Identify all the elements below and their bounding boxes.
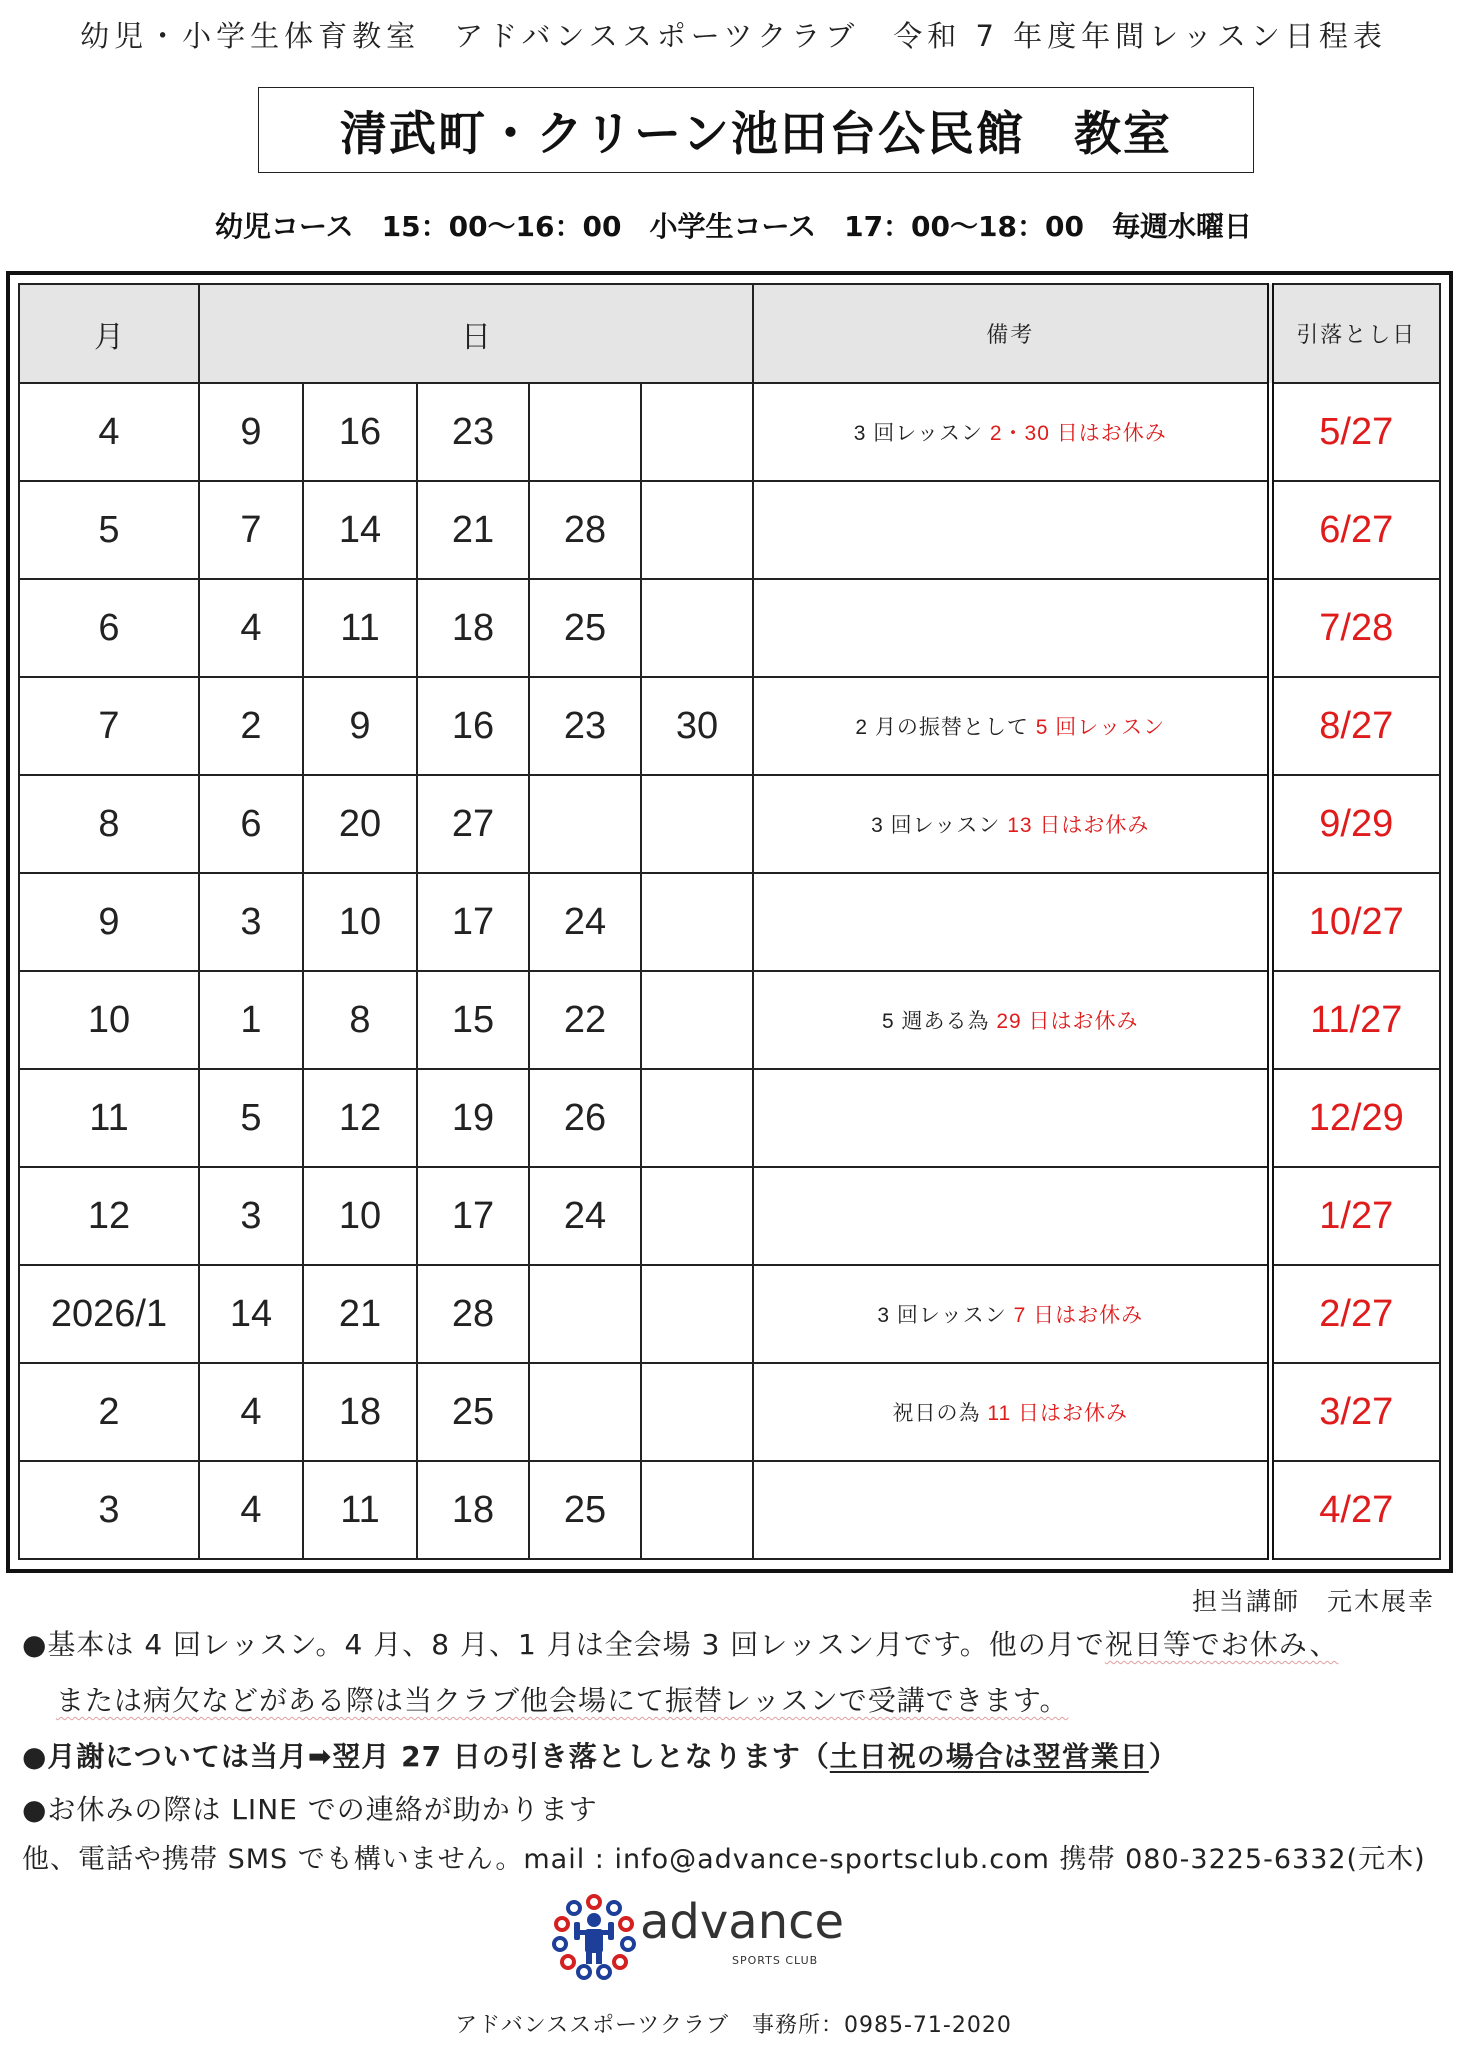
day-cell-2: 11 <box>303 1461 417 1559</box>
day-cell-4 <box>529 383 641 481</box>
month-cell: 10 <box>19 971 199 1069</box>
header-payment-date: 引落とし日 <box>1270 284 1440 383</box>
table-row <box>19 971 1440 1069</box>
day-cell-3: 18 <box>417 1461 529 1559</box>
table-row <box>19 873 1440 971</box>
note-fees-holiday: 土日祝の場合は翌営業日 <box>829 1740 1149 1773</box>
schedule-table-frame <box>6 271 1453 1573</box>
note-fees-close: ） <box>1148 1740 1178 1773</box>
note-text: 3 回レッスン <box>871 814 1008 837</box>
note-basic-lessons <box>22 1621 1338 1669</box>
day-cell-3: 28 <box>417 1265 529 1363</box>
day-cell-2: 20 <box>303 775 417 873</box>
table-row <box>19 1461 1440 1559</box>
day-cell-1: 1 <box>199 971 303 1069</box>
note-highlight: 2・30 日はお休み <box>989 422 1167 445</box>
notes-cell <box>753 677 1270 775</box>
payment-date-cell: 5/27 <box>1270 383 1440 481</box>
day-cell-2: 18 <box>303 1363 417 1461</box>
day-cell-3: 23 <box>417 383 529 481</box>
note-makeup <box>56 1677 1068 1725</box>
month-cell: 12 <box>19 1167 199 1265</box>
day-cell-3: 17 <box>417 873 529 971</box>
day-cell-5 <box>641 775 753 873</box>
day-cell-3: 18 <box>417 579 529 677</box>
table-row <box>19 1167 1440 1265</box>
day-cell-2: 16 <box>303 383 417 481</box>
payment-date-cell: 3/27 <box>1270 1363 1440 1461</box>
month-cell: 4 <box>19 383 199 481</box>
notes-cell <box>753 1265 1270 1363</box>
notes-cell <box>753 383 1270 481</box>
day-cell-5 <box>641 1265 753 1363</box>
header-notes: 備考 <box>753 284 1270 383</box>
payment-date-cell: 9/29 <box>1270 775 1440 873</box>
day-cell-5 <box>641 873 753 971</box>
instructor-name: 担当講師 元木展幸 <box>1191 1587 1435 1616</box>
day-cell-1: 4 <box>199 579 303 677</box>
table-row <box>19 1265 1440 1363</box>
payment-date-cell: 1/27 <box>1270 1167 1440 1265</box>
day-cell-4 <box>529 775 641 873</box>
day-cell-5 <box>641 383 753 481</box>
note-text: 2 月の振替として <box>855 716 1036 739</box>
day-cell-1: 4 <box>199 1461 303 1559</box>
note-text: 3 回レッスン <box>877 1304 1014 1327</box>
table-header-row <box>19 284 1440 383</box>
day-cell-5 <box>641 1363 753 1461</box>
document-header: 幼児・小学生体育教室 アドバンススポーツクラブ 令和 7 年度年間レッスン日程表 <box>80 19 1387 53</box>
day-cell-5 <box>641 481 753 579</box>
schedule-table <box>18 283 1441 1560</box>
notes-cell <box>753 579 1270 677</box>
day-cell-2: 14 <box>303 481 417 579</box>
note-holiday-text: 祝日等でお休み、 <box>1104 1628 1339 1661</box>
day-cell-1: 3 <box>199 1167 303 1265</box>
notes-cell <box>753 1069 1270 1167</box>
month-cell: 11 <box>19 1069 199 1167</box>
header-month: 月 <box>19 284 199 383</box>
day-cell-3: 27 <box>417 775 529 873</box>
header-day: 日 <box>199 284 753 383</box>
note-text: 祝日の為 <box>892 1402 988 1425</box>
day-cell-4: 24 <box>529 873 641 971</box>
day-cell-2: 12 <box>303 1069 417 1167</box>
notes-cell <box>753 1363 1270 1461</box>
month-cell: 6 <box>19 579 199 677</box>
day-cell-1: 5 <box>199 1069 303 1167</box>
note-makeup-text: または病欠などがある際は当クラブ他会場にて振替レッスンで受講できます。 <box>56 1684 1069 1717</box>
note-fees <box>22 1733 1178 1781</box>
note-basic-lessons-text: ●基本は 4 回レッスン。4 月、8 月、1 月は全会場 3 回レッスン月です。他の月で <box>22 1628 1105 1661</box>
table-row <box>19 1363 1440 1461</box>
payment-date-cell: 10/27 <box>1270 873 1440 971</box>
payment-date-cell: 11/27 <box>1270 971 1440 1069</box>
notes-cell <box>753 775 1270 873</box>
note-highlight: 13 日はお休み <box>1007 814 1150 837</box>
advance-logo <box>552 1892 882 1982</box>
day-cell-2: 9 <box>303 677 417 775</box>
note-text: 3 回レッスン <box>853 422 990 445</box>
day-cell-4 <box>529 1363 641 1461</box>
month-cell: 3 <box>19 1461 199 1559</box>
day-cell-4: 28 <box>529 481 641 579</box>
note-line-contact: ●お休みの際は LINE での連絡が助かります <box>22 1793 598 1826</box>
note-text: 5 週ある為 <box>881 1010 997 1033</box>
table-row <box>19 579 1440 677</box>
day-cell-1: 6 <box>199 775 303 873</box>
day-cell-3: 21 <box>417 481 529 579</box>
logo-wordmark: advance <box>640 1894 845 1950</box>
day-cell-1: 9 <box>199 383 303 481</box>
day-cell-3: 19 <box>417 1069 529 1167</box>
logo-subtitle: SPORTS CLUB <box>732 1954 819 1967</box>
day-cell-1: 4 <box>199 1363 303 1461</box>
day-cell-1: 2 <box>199 677 303 775</box>
day-cell-1: 14 <box>199 1265 303 1363</box>
notes-cell <box>753 1461 1270 1559</box>
day-cell-4: 25 <box>529 579 641 677</box>
day-cell-4: 23 <box>529 677 641 775</box>
day-cell-5 <box>641 1167 753 1265</box>
note-highlight: 7 日はお休み <box>1013 1304 1144 1327</box>
month-cell: 9 <box>19 873 199 971</box>
day-cell-5 <box>641 1069 753 1167</box>
payment-date-cell: 4/27 <box>1270 1461 1440 1559</box>
notes-cell <box>753 1167 1270 1265</box>
day-cell-2: 11 <box>303 579 417 677</box>
office-footer: アドバンススポーツクラブ 事務所：0985-71-2020 <box>455 2013 1012 2038</box>
payment-date-cell: 6/27 <box>1270 481 1440 579</box>
day-cell-4: 22 <box>529 971 641 1069</box>
day-cell-3: 15 <box>417 971 529 1069</box>
day-cell-5 <box>641 579 753 677</box>
day-cell-5 <box>641 971 753 1069</box>
payment-date-cell: 7/28 <box>1270 579 1440 677</box>
table-row <box>19 1069 1440 1167</box>
day-cell-2: 21 <box>303 1265 417 1363</box>
month-cell: 2 <box>19 1363 199 1461</box>
note-highlight: 29 日はお休み <box>996 1010 1139 1033</box>
day-cell-2: 8 <box>303 971 417 1069</box>
note-contact-details: 他、電話や携帯 SMS でも構いません。mail : info@advance-sportsclub.com 携帯 080-3225-6332(元木) <box>22 1844 1426 1875</box>
notes-cell <box>753 971 1270 1069</box>
day-cell-1: 7 <box>199 481 303 579</box>
notes-cell <box>753 481 1270 579</box>
day-cell-3: 16 <box>417 677 529 775</box>
table-row <box>19 481 1440 579</box>
logo-emblem-icon <box>552 1892 636 1980</box>
month-cell: 7 <box>19 677 199 775</box>
table-row <box>19 383 1440 481</box>
payment-date-cell: 2/27 <box>1270 1265 1440 1363</box>
day-cell-1: 3 <box>199 873 303 971</box>
month-cell: 8 <box>19 775 199 873</box>
day-cell-4 <box>529 1265 641 1363</box>
course-times: 幼児コース 15：00〜16：00 小学生コース 17：00〜18：00 毎週水曜日 <box>215 210 1252 243</box>
day-cell-4: 26 <box>529 1069 641 1167</box>
note-highlight: 11 日はお休み <box>987 1402 1128 1425</box>
day-cell-5: 30 <box>641 677 753 775</box>
day-cell-4: 25 <box>529 1461 641 1559</box>
note-fees-text: ●月謝については当月➡翌月 27 日の引き落としとなります（ <box>22 1740 830 1773</box>
day-cell-3: 17 <box>417 1167 529 1265</box>
day-cell-5 <box>641 1461 753 1559</box>
day-cell-3: 25 <box>417 1363 529 1461</box>
note-highlight: 5 回レッスン <box>1035 716 1166 739</box>
table-row <box>19 677 1440 775</box>
day-cell-2: 10 <box>303 1167 417 1265</box>
notes-cell <box>753 873 1270 971</box>
day-cell-4: 24 <box>529 1167 641 1265</box>
payment-date-cell: 8/27 <box>1270 677 1440 775</box>
month-cell: 5 <box>19 481 199 579</box>
venue-title: 清武町・クリーン池田台公民館 教室 <box>258 87 1254 173</box>
table-row <box>19 775 1440 873</box>
payment-date-cell: 12/29 <box>1270 1069 1440 1167</box>
month-cell: 2026/1 <box>19 1265 199 1363</box>
day-cell-2: 10 <box>303 873 417 971</box>
